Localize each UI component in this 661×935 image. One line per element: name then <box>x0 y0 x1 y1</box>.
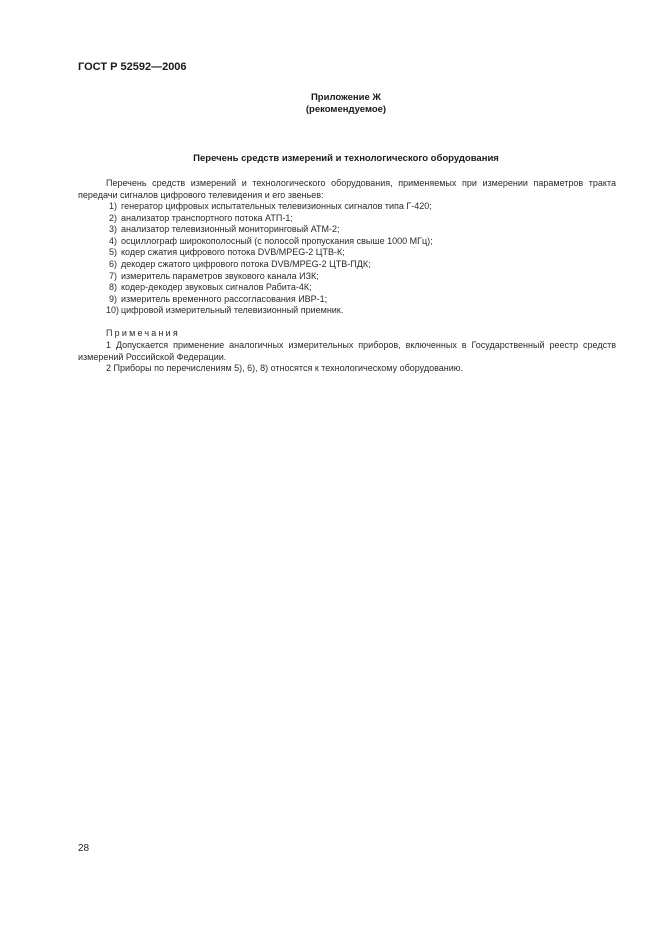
note-item: 2 Приборы по перечислениям 5), 6), 8) относятся к технологическому оборудованию. <box>106 363 464 374</box>
list-item <box>106 305 616 317</box>
equipment-list <box>106 201 616 317</box>
list-item <box>106 259 616 271</box>
section-heading: Перечень средств измерений и технологического оборудования <box>193 153 499 164</box>
list-item-number: 8) <box>108 282 117 293</box>
list-item-number: 5) <box>108 247 117 258</box>
list-item-text: осциллограф широкополосный (с полосой пропускания свыше 1000 МГц); <box>121 235 433 246</box>
list-item-number: 2) <box>108 212 117 223</box>
page-number: 28 <box>78 843 90 854</box>
list-item-text: анализатор транспортного потока АТП-1; <box>121 212 293 223</box>
list-item <box>106 271 616 283</box>
intro-paragraph <box>78 178 616 201</box>
notes-label: Примечания <box>106 328 180 338</box>
list-item <box>106 224 616 236</box>
list-item-number: 7) <box>108 270 117 281</box>
list-item-text: измеритель параметров звукового канала ИЗК; <box>121 270 319 281</box>
list-item-number: 1) <box>108 201 117 211</box>
list-item-text: анализатор телевизионный мониторинговый АТМ-2; <box>121 224 340 235</box>
standard-code: ГОСТ Р 52592—2006 <box>78 61 187 73</box>
list-item-number: 10) <box>106 305 120 316</box>
list-item <box>106 294 616 306</box>
list-item-number: 9) <box>108 293 117 304</box>
appendix-status: (рекомендуемое) <box>305 104 387 115</box>
list-item-number: 6) <box>108 258 117 269</box>
list-item <box>106 213 616 225</box>
list-item-text: измеритель временного рассогласования ИВР-1; <box>121 293 328 304</box>
list-item-text: кодер сжатия цифрового потока DVB/MPEG-2 ЦТВ-К; <box>121 247 345 258</box>
list-item <box>106 201 616 213</box>
list-item <box>106 282 616 294</box>
notes-block <box>78 340 616 375</box>
list-item-text: цифровой измерительный телевизионный приемник. <box>121 305 344 316</box>
list-item-text: декодер сжатого цифрового потока DVB/MPEG-2 ЦТВ-ПДК; <box>121 258 371 269</box>
note-item: 1 Допускается применение аналогичных измерительных приборов, включенных в Государственный реестр средств измерений Российской Федерации. <box>78 340 616 362</box>
appendix-title: Приложение Ж <box>310 92 382 103</box>
list-item <box>106 236 616 248</box>
list-item-text: генератор цифровых испытательных телевизионных сигналов типа Г-420; <box>121 201 432 211</box>
list-item-text: кодер-декодер звуковых сигналов Рабита-4К; <box>121 282 312 293</box>
list-item-number: 4) <box>108 235 117 246</box>
intro-text: Перечень средств измерений и технологического оборудования, применяемых при измерении параметров тракта передачи сигналов цифрового телевидения и его звеньев: <box>78 178 616 200</box>
list-item <box>106 247 616 259</box>
list-item-number: 3) <box>108 224 117 235</box>
